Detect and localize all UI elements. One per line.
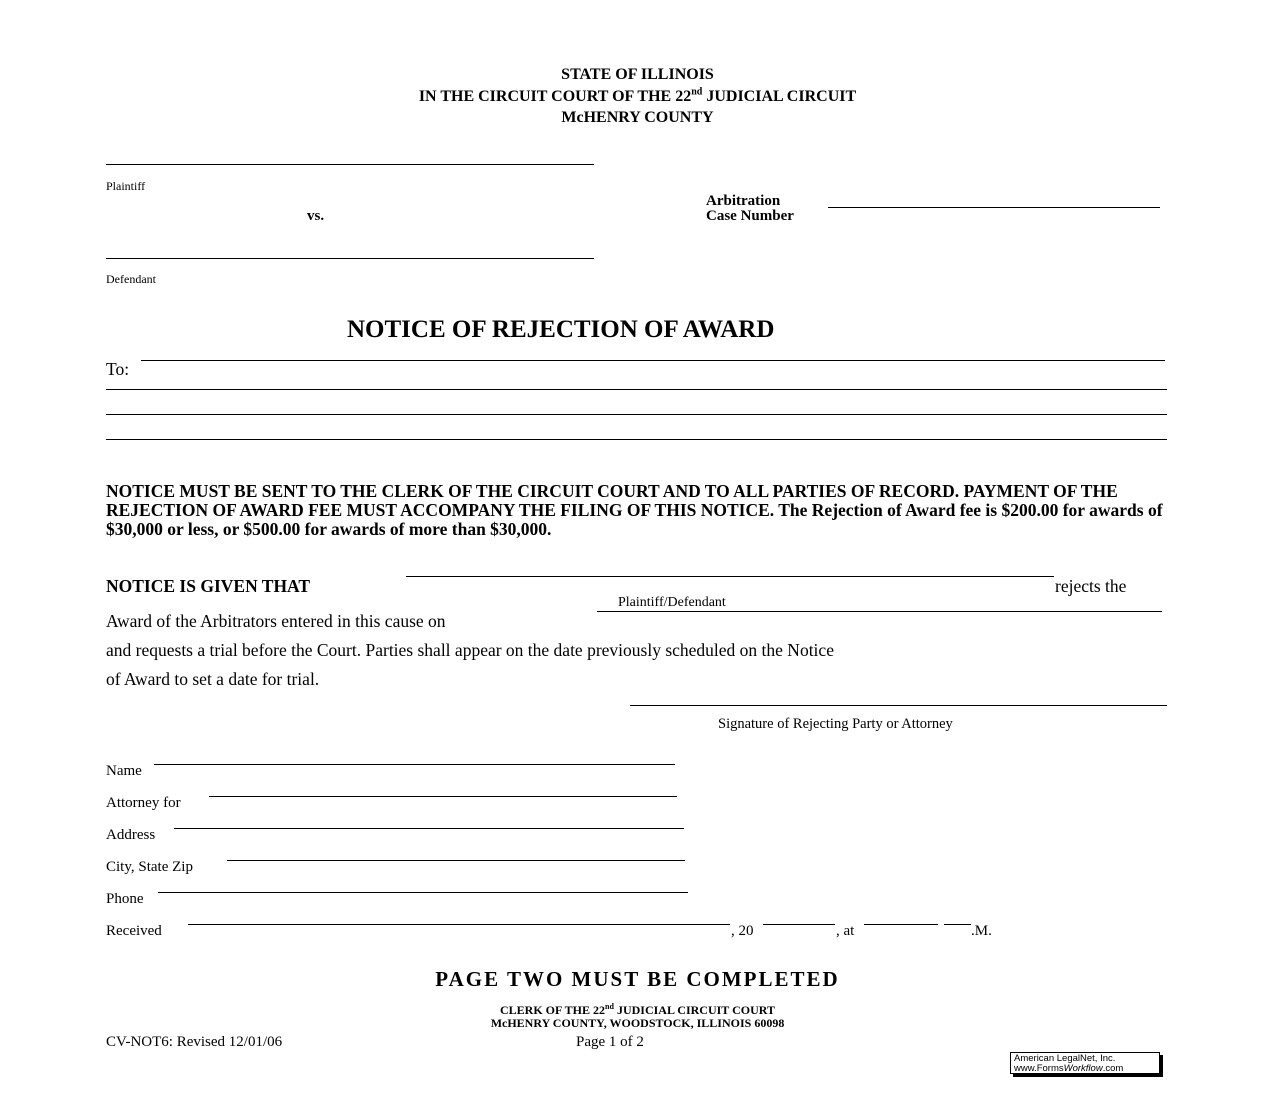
to-label: To: (106, 359, 130, 379)
clerk-address: McHENRY COUNTY, WOODSTOCK, ILLINOIS 60098 (490, 1016, 785, 1030)
city-state-zip-field[interactable] (227, 860, 685, 861)
meridiem-label: .M. (971, 923, 992, 939)
case-number-label: Case Number (706, 208, 794, 224)
attorney-for-label: Attorney for (106, 795, 181, 811)
case-number-line[interactable] (828, 207, 1160, 208)
party-line[interactable] (406, 576, 1054, 577)
state-heading: STATE OF ILLINOIS (561, 66, 714, 83)
phone-field[interactable] (158, 892, 688, 893)
defendant-label: Defendant (106, 272, 156, 286)
address-label: Address (106, 827, 156, 843)
americanlegalnet-logo (1010, 1052, 1160, 1074)
defendant-line[interactable] (106, 258, 594, 259)
attorney-for-field[interactable] (209, 796, 677, 797)
clerk-heading: CLERK OF THE 22nd JUDICIAL CIRCUIT COURT (500, 1002, 775, 1017)
rejects-text: rejects the (1055, 576, 1127, 596)
name-label: Name (106, 763, 142, 779)
plaintiff-line[interactable] (106, 164, 594, 165)
to-line-1[interactable] (141, 360, 1165, 361)
page-number: Page 1 of 2 (576, 1034, 644, 1050)
received-date-field[interactable] (188, 924, 730, 925)
city-state-zip-label: City, State Zip (106, 859, 193, 875)
received-time-field[interactable] (864, 924, 938, 925)
logo-line-2: www.FormsWorkflow.com (1014, 1063, 1124, 1074)
party-label: Plaintiff/Defendant (618, 595, 726, 610)
name-field[interactable] (154, 764, 675, 765)
trial-request-text: and requests a trial before the Court. Parties shall appear on the date previously scheduled on the Notice (106, 640, 834, 660)
address-field[interactable] (174, 828, 684, 829)
signature-label: Signature of Rejecting Party or Attorney (718, 716, 953, 732)
at-label: , at (836, 923, 855, 939)
to-line-3[interactable] (106, 414, 1167, 415)
county-heading: McHENRY COUNTY (561, 109, 714, 126)
signature-line[interactable] (630, 705, 1167, 706)
received-meridiem-field[interactable] (944, 924, 971, 925)
vs-label: vs. (307, 208, 325, 224)
award-entered-text: Award of the Arbitrators entered in this cause on (106, 611, 446, 631)
trial-date-text: of Award to set a date for trial. (106, 669, 320, 689)
notice-paragraph: NOTICE MUST BE SENT TO THE CLERK OF THE CIRCUIT COURT AND TO ALL PARTIES OF RECORD. PAYMENT OF THE REJECTION OF AWARD FEE MUST ACCOMPANY THE FILING OF THIS NOTICE. The Rejection of Award fee is $200.00 for awards of $30,000 or less, or $500.00 for awards of more than $30,000. (106, 481, 1163, 539)
document-title: NOTICE OF REJECTION OF AWARD (347, 316, 775, 343)
plaintiff-label: Plaintiff (106, 179, 146, 193)
phone-label: Phone (106, 891, 144, 907)
court-heading: IN THE CIRCUIT COURT OF THE 22nd JUDICIAL CIRCUIT (418, 86, 857, 105)
page-two-notice: PAGE TWO MUST BE COMPLETED (435, 967, 840, 991)
form-id: CV-NOT6: Revised 12/01/06 (106, 1034, 283, 1050)
award-date-line[interactable] (597, 611, 1162, 612)
received-year-field[interactable] (763, 924, 835, 925)
to-line-4[interactable] (106, 439, 1167, 440)
year-prefix: , 20 (731, 923, 754, 939)
to-line-2[interactable] (106, 389, 1167, 390)
arbitration-label: Arbitration (706, 193, 781, 209)
logo-line-1: American LegalNet, Inc. (1014, 1053, 1116, 1064)
received-label: Received (106, 923, 162, 939)
notice-given-lead: NOTICE IS GIVEN THAT (106, 576, 311, 596)
